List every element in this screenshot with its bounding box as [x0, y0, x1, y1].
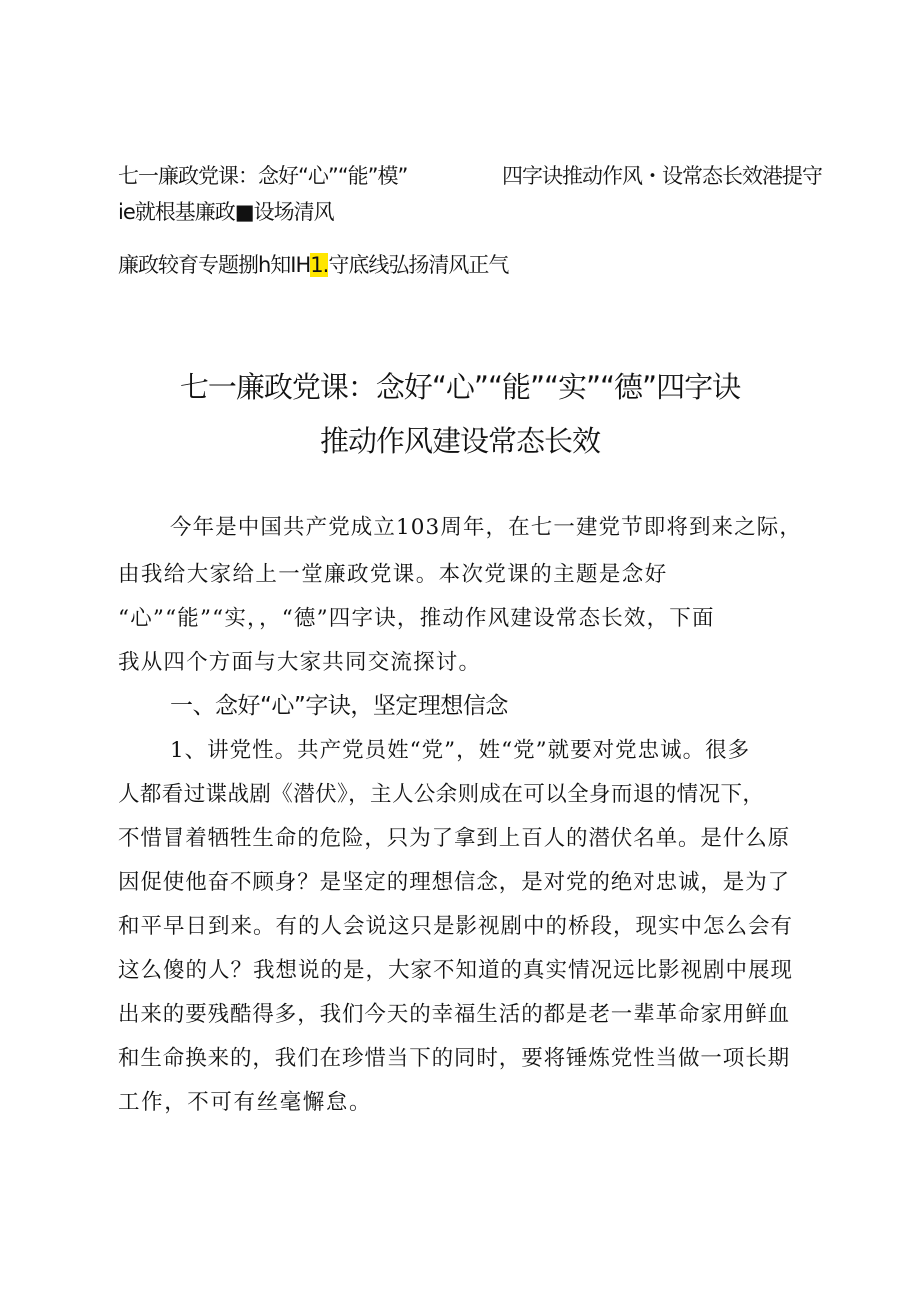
intro-line-4: 我从四个方面与大家共同交流探讨。 — [118, 650, 482, 675]
section1-line-5: 和平早日到来。有的人会说这只是影视剧中的桥段，现实中怎么会有 — [118, 914, 794, 939]
header-line3-after: 守底线弘扬清风正气 — [328, 253, 509, 277]
section1-line-9: 工作，不可有丝毫懈怠。 — [118, 1090, 373, 1115]
section1-line-3: 不惜冒着牺牲生命的危险，只为了拿到上百人的潜伏名单。是什么原 — [118, 826, 791, 851]
header-line1-right: 四字诀推动作风・设常态长效港提守 — [502, 164, 822, 188]
header-line2: ie就根基廉政■设场清风 — [118, 200, 334, 224]
section1-line-1: 1、讲党性。共产党员姓“党”，姓“党”就要对党忠诚。很多 — [170, 738, 751, 763]
highlighted-text: 1. — [310, 253, 329, 277]
header-line3 — [118, 252, 508, 278]
section1-line-4: 因促使他奋不顾身？是坚定的理想信念，是对党的绝对忠诚，是为了 — [118, 870, 791, 895]
intro-line-3: “心”“能”“实，，“德”四字诀，推动作风建设常态长效，下面 — [118, 606, 715, 631]
document-title-line1: 七一廉政党课：念好“心”“能”“实”“德”四字诀 — [179, 370, 741, 404]
section1-line-7: 出来的要残酷得多，我们今天的幸福生活的都是老一辈革命家用鲜血 — [118, 1002, 791, 1027]
header-line1-left: 七一廉政党课：念好“心”“能”模” — [118, 164, 408, 188]
header-line3-before: 廉政较育专题捌h知IH — [118, 253, 311, 277]
intro-line-2: 由我给大家给上一堂廉政党课。本次党课的主题是念好 — [118, 562, 668, 587]
section1-heading: 一、念好“心”字诀，坚定理想信念 — [170, 693, 508, 719]
section1-line-2: 人都看过谍战剧《潜伏》，主人公余则成在可以全身而退的情况下， — [118, 782, 765, 807]
intro-line-1: 今年是中国共产党成立103周年，在七一建党节即将到来之际， — [170, 515, 802, 540]
document-title-line2: 推动作风建设常态长效 — [319, 424, 600, 458]
section1-line-6: 这么傻的人？我想说的是，大家不知道的真实情况远比影视剧中展现 — [118, 958, 794, 983]
section1-line-8: 和生命换来的，我们在珍惜当下的同时，要将锤炼党性当做一项长期 — [118, 1046, 791, 1071]
